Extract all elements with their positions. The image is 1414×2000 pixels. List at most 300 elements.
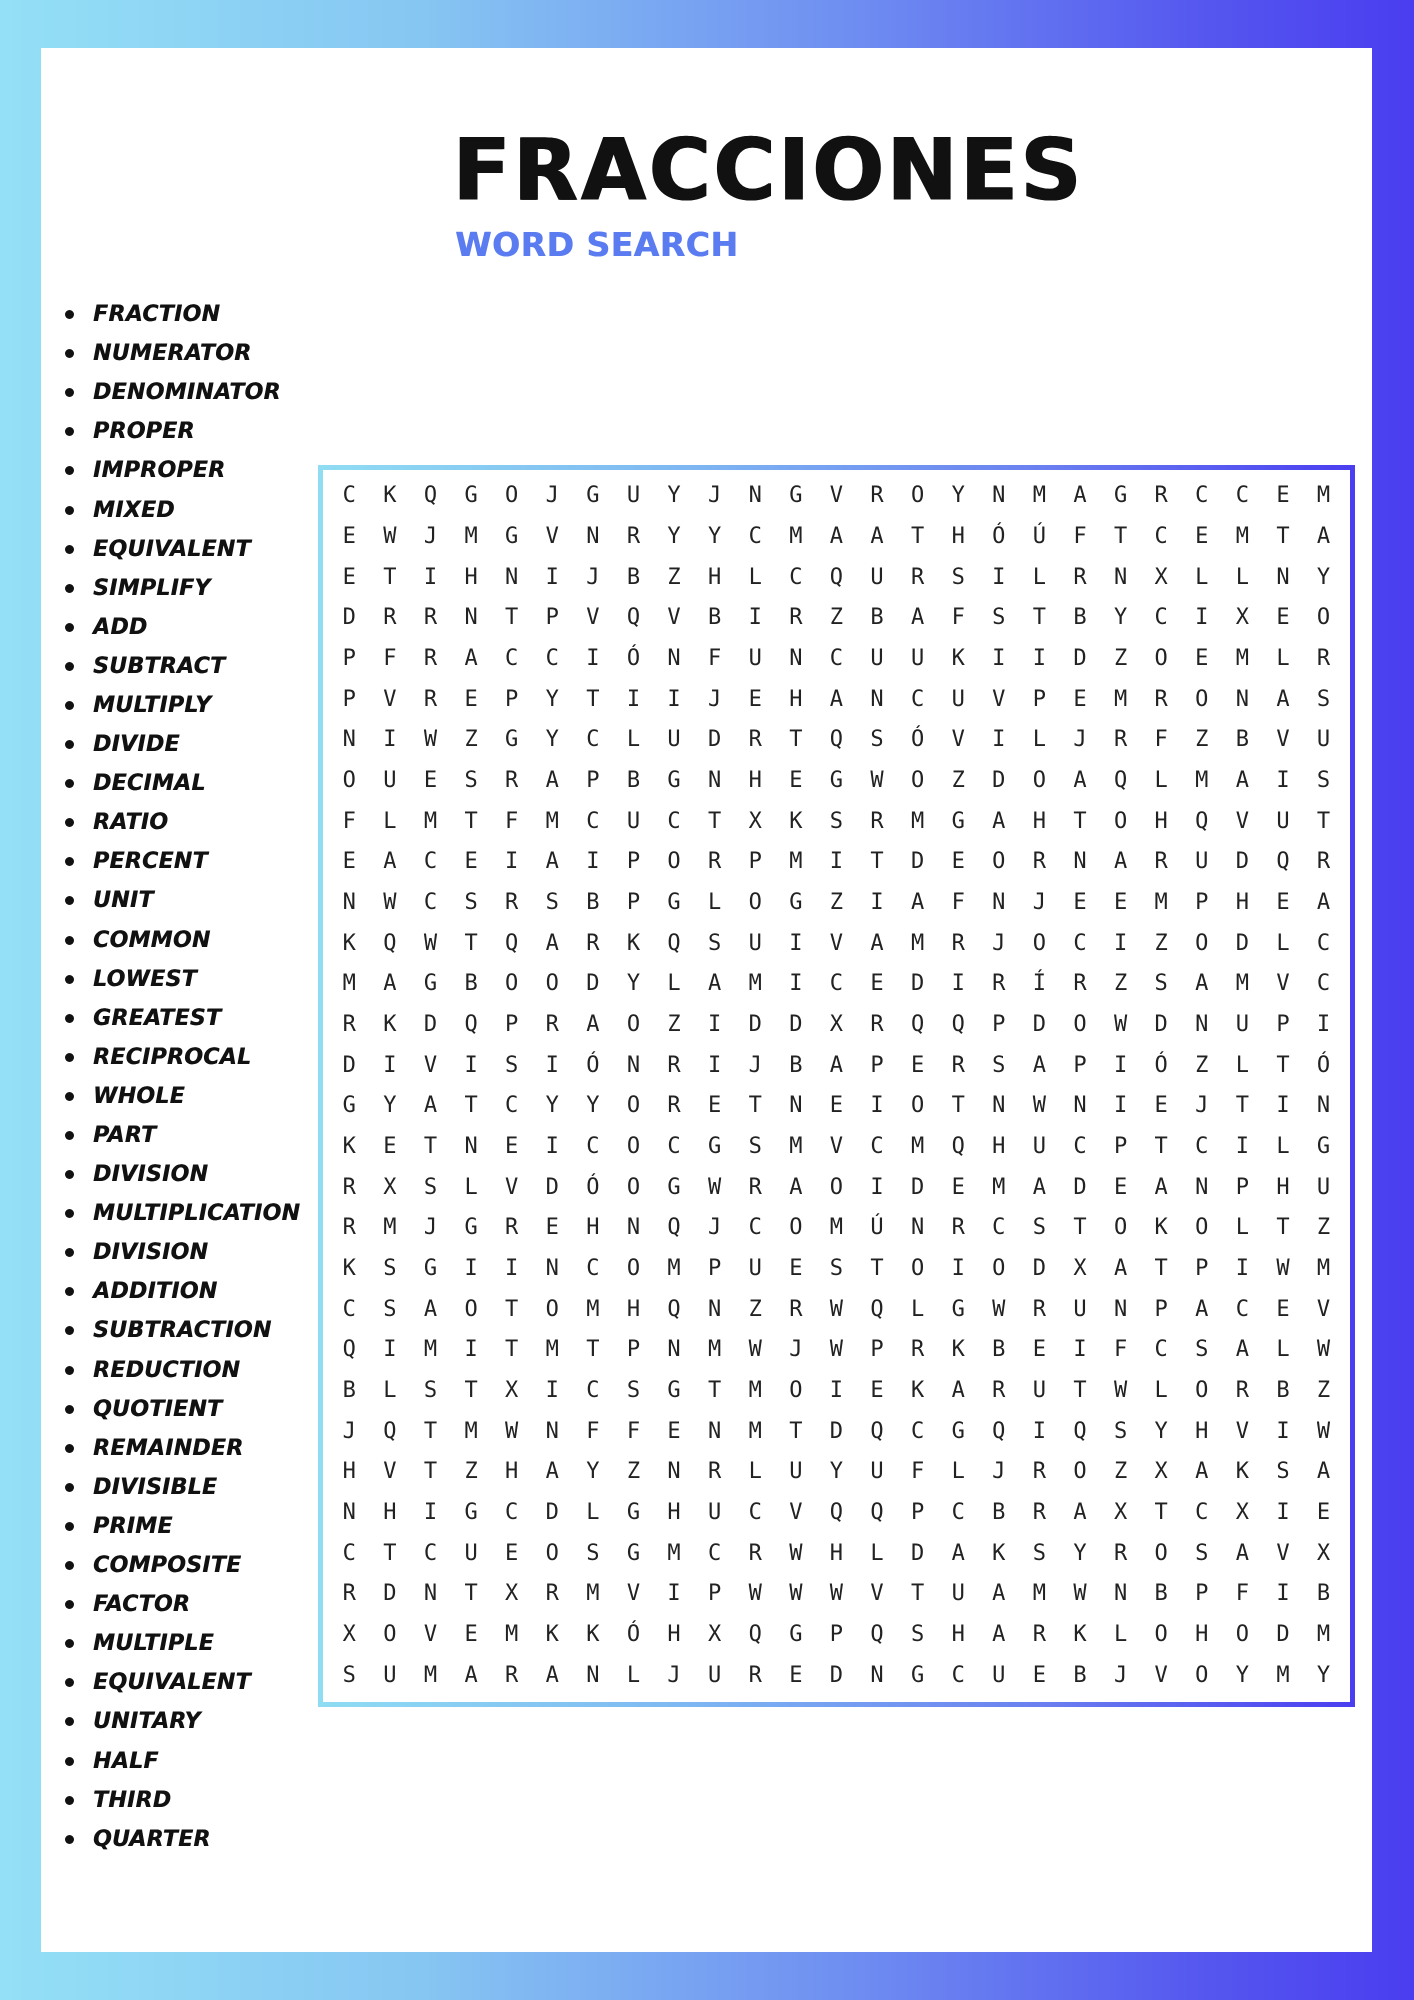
grid-cell[interactable]: S [910, 1622, 925, 1648]
grid-cell[interactable]: T [910, 1581, 925, 1607]
grid-cell[interactable]: N [1073, 1093, 1087, 1119]
grid-cell[interactable]: L [748, 1459, 762, 1485]
grid-cell[interactable]: V [423, 1052, 438, 1078]
grid-cell[interactable]: Z [626, 1459, 641, 1485]
grid-cell[interactable]: A [423, 1093, 438, 1119]
grid-cell[interactable]: C [586, 1256, 600, 1282]
grid-cell[interactable]: T [870, 1256, 884, 1282]
grid-cell[interactable]: L [1276, 1134, 1290, 1160]
grid-cell[interactable]: Q [829, 564, 844, 590]
grid-cell[interactable]: E [789, 1662, 803, 1688]
grid-cell[interactable]: X [1316, 1540, 1331, 1566]
grid-cell[interactable]: K [545, 1622, 559, 1648]
grid-cell[interactable]: W [1316, 1337, 1331, 1363]
grid-cell[interactable]: P [870, 1052, 884, 1078]
grid-cell[interactable]: C [829, 646, 844, 672]
grid-cell[interactable]: Q [1073, 1418, 1087, 1444]
grid-cell[interactable]: H [789, 686, 803, 712]
grid-cell[interactable]: Y [1235, 1662, 1249, 1688]
grid-cell[interactable]: R [1032, 1296, 1047, 1322]
grid-cell[interactable]: A [951, 1378, 965, 1404]
grid-cell[interactable]: U [464, 1540, 478, 1566]
grid-cell[interactable]: L [667, 971, 681, 997]
grid-cell[interactable]: U [383, 768, 397, 794]
grid-cell[interactable]: I [1195, 605, 1209, 631]
grid-cell[interactable]: M [1195, 768, 1209, 794]
grid-cell[interactable]: K [1073, 1622, 1087, 1648]
grid-cell[interactable]: H [748, 768, 762, 794]
grid-cell[interactable]: R [708, 1459, 722, 1485]
grid-cell[interactable]: W [829, 1581, 844, 1607]
grid-cell[interactable]: S [1195, 1540, 1209, 1566]
grid-cell[interactable]: B [1276, 1378, 1290, 1404]
grid-cell[interactable]: L [910, 1296, 925, 1322]
grid-cell[interactable]: I [464, 1337, 478, 1363]
grid-cell[interactable]: F [586, 1418, 600, 1444]
grid-cell[interactable]: I [505, 1256, 519, 1282]
grid-cell[interactable]: T [910, 524, 925, 549]
grid-cell[interactable]: X [748, 808, 762, 834]
grid-cell[interactable]: A [1073, 483, 1087, 509]
grid-cell[interactable]: C [423, 1540, 438, 1566]
grid-cell[interactable]: V [505, 1174, 519, 1200]
grid-cell[interactable]: D [910, 1540, 925, 1566]
grid-cell[interactable]: K [626, 930, 641, 956]
grid-cell[interactable]: M [1113, 686, 1128, 712]
grid-cell[interactable]: Ó [910, 727, 925, 753]
grid-cell[interactable]: E [1276, 483, 1290, 509]
grid-cell[interactable]: E [464, 1622, 478, 1648]
grid-cell[interactable]: N [708, 1296, 722, 1322]
grid-cell[interactable]: M [789, 849, 803, 875]
grid-cell[interactable]: F [505, 808, 519, 834]
grid-cell[interactable]: U [870, 646, 884, 672]
grid-cell[interactable]: O [342, 768, 356, 794]
grid-cell[interactable]: T [1154, 1256, 1168, 1282]
grid-cell[interactable]: H [829, 1540, 844, 1566]
grid-cell[interactable]: P [708, 1581, 722, 1607]
grid-cell[interactable]: H [626, 1296, 641, 1322]
grid-cell[interactable]: I [1276, 1500, 1290, 1526]
grid-cell[interactable]: M [748, 971, 762, 997]
grid-cell[interactable]: E [505, 1540, 519, 1566]
grid-cell[interactable]: Q [342, 1337, 356, 1363]
grid-cell[interactable]: Z [1113, 646, 1128, 672]
grid-cell[interactable]: U [789, 1459, 803, 1485]
grid-cell[interactable]: W [383, 524, 397, 549]
grid-cell[interactable]: D [383, 1581, 397, 1607]
grid-cell[interactable]: T [383, 564, 397, 590]
grid-cell[interactable]: D [992, 768, 1006, 794]
grid-cell[interactable]: A [910, 605, 925, 631]
grid-cell[interactable]: T [708, 808, 722, 834]
grid-cell[interactable]: C [1073, 930, 1087, 956]
grid-cell[interactable]: T [423, 1134, 438, 1160]
grid-cell[interactable]: R [1113, 727, 1128, 753]
grid-cell[interactable]: R [423, 646, 438, 672]
grid-cell[interactable]: I [789, 930, 803, 956]
grid-cell[interactable]: C [586, 1378, 600, 1404]
grid-cell[interactable]: D [1073, 1174, 1087, 1200]
grid-cell[interactable]: I [1276, 1093, 1290, 1119]
grid-cell[interactable]: N [1113, 1581, 1128, 1607]
grid-cell[interactable]: O [829, 1174, 844, 1200]
grid-cell[interactable]: R [1113, 1540, 1128, 1566]
grid-cell[interactable]: R [1032, 1622, 1047, 1648]
grid-cell[interactable]: D [748, 1012, 762, 1038]
grid-cell[interactable]: M [910, 808, 925, 834]
grid-cell[interactable]: U [910, 646, 925, 672]
grid-cell[interactable]: N [464, 1134, 478, 1160]
grid-cell[interactable]: M [1235, 524, 1249, 549]
grid-cell[interactable]: U [1073, 1296, 1087, 1322]
grid-cell[interactable]: B [1154, 1581, 1168, 1607]
grid-cell[interactable]: F [383, 646, 397, 672]
grid-cell[interactable]: P [505, 686, 519, 712]
grid-cell[interactable]: O [626, 1012, 641, 1038]
grid-cell[interactable]: H [342, 1459, 356, 1485]
grid-cell[interactable]: I [545, 1378, 559, 1404]
grid-cell[interactable]: C [342, 1296, 356, 1322]
grid-cell[interactable]: M [910, 1134, 925, 1160]
grid-cell[interactable]: R [505, 1215, 519, 1241]
grid-cell[interactable]: N [1113, 1296, 1128, 1322]
grid-cell[interactable]: J [708, 686, 722, 712]
grid-cell[interactable]: E [342, 849, 356, 875]
grid-cell[interactable]: K [383, 1012, 397, 1038]
grid-cell[interactable]: E [342, 524, 356, 549]
grid-cell[interactable]: X [383, 1174, 397, 1200]
grid-cell[interactable]: S [423, 1174, 438, 1200]
grid-cell[interactable]: R [342, 1581, 356, 1607]
grid-cell[interactable]: U [951, 686, 965, 712]
grid-cell[interactable]: A [1113, 1256, 1128, 1282]
grid-cell[interactable]: E [1073, 890, 1087, 916]
grid-cell[interactable]: J [1113, 1662, 1128, 1688]
grid-cell[interactable]: D [910, 1174, 925, 1200]
grid-cell[interactable]: Y [1316, 564, 1331, 590]
grid-cell[interactable]: Y [545, 727, 559, 753]
grid-cell[interactable]: O [1195, 1378, 1209, 1404]
grid-cell[interactable]: T [1032, 605, 1047, 631]
grid-cell[interactable]: Q [951, 1134, 965, 1160]
grid-cell[interactable]: O [992, 1256, 1006, 1282]
grid-cell[interactable]: M [586, 1581, 600, 1607]
grid-cell[interactable]: T [1276, 1052, 1290, 1078]
grid-cell[interactable]: W [1113, 1012, 1128, 1038]
grid-cell[interactable]: S [708, 930, 722, 956]
grid-cell[interactable]: U [748, 930, 762, 956]
grid-cell[interactable]: C [667, 1134, 681, 1160]
grid-cell[interactable]: G [789, 1622, 803, 1648]
grid-cell[interactable]: O [789, 1215, 803, 1241]
grid-cell[interactable]: V [1235, 808, 1249, 834]
grid-cell[interactable]: E [1032, 1662, 1047, 1688]
grid-cell[interactable]: L [383, 808, 397, 834]
grid-cell[interactable]: S [992, 1052, 1006, 1078]
grid-cell[interactable]: O [910, 768, 925, 794]
grid-cell[interactable]: O [1316, 605, 1331, 631]
grid-cell[interactable]: A [1032, 1174, 1047, 1200]
grid-cell[interactable]: U [1316, 727, 1331, 753]
grid-cell[interactable]: J [545, 483, 559, 509]
grid-cell[interactable]: P [829, 1622, 844, 1648]
grid-cell[interactable]: G [789, 890, 803, 916]
grid-cell[interactable]: A [910, 890, 925, 916]
grid-cell[interactable]: I [1235, 1134, 1249, 1160]
grid-cell[interactable]: A [1195, 1296, 1209, 1322]
grid-cell[interactable]: C [1235, 1296, 1249, 1322]
grid-cell[interactable]: E [667, 1418, 681, 1444]
grid-cell[interactable]: L [1032, 727, 1047, 753]
grid-cell[interactable]: P [1235, 1174, 1249, 1200]
grid-cell[interactable]: D [829, 1418, 844, 1444]
grid-cell[interactable]: A [1316, 1459, 1331, 1485]
grid-cell[interactable]: R [748, 1540, 762, 1566]
grid-cell[interactable]: X [505, 1581, 519, 1607]
grid-cell[interactable]: M [1316, 1622, 1331, 1648]
grid-cell[interactable]: C [586, 727, 600, 753]
grid-cell[interactable]: W [748, 1337, 762, 1363]
grid-cell[interactable]: N [1235, 686, 1249, 712]
grid-cell[interactable]: P [992, 1012, 1006, 1038]
grid-cell[interactable]: D [342, 605, 356, 631]
grid-cell[interactable]: X [1113, 1500, 1128, 1526]
grid-cell[interactable]: C [748, 1215, 762, 1241]
grid-cell[interactable]: N [626, 1215, 641, 1241]
grid-cell[interactable]: O [626, 1174, 641, 1200]
grid-cell[interactable]: P [626, 890, 641, 916]
grid-cell[interactable]: A [870, 524, 884, 549]
grid-cell[interactable]: O [667, 849, 681, 875]
grid-cell[interactable]: G [667, 1378, 681, 1404]
grid-cell[interactable]: C [342, 1540, 356, 1566]
grid-cell[interactable]: G [626, 1540, 641, 1566]
grid-cell[interactable]: E [1073, 686, 1087, 712]
grid-cell[interactable]: M [789, 1134, 803, 1160]
grid-cell[interactable]: I [951, 971, 965, 997]
grid-cell[interactable]: T [464, 1093, 478, 1119]
grid-cell[interactable]: S [992, 605, 1006, 631]
grid-cell[interactable]: I [464, 1052, 478, 1078]
grid-cell[interactable]: C [423, 849, 438, 875]
grid-cell[interactable]: P [708, 1256, 722, 1282]
grid-cell[interactable]: A [708, 971, 722, 997]
grid-cell[interactable]: H [464, 564, 478, 590]
grid-cell[interactable]: F [626, 1418, 641, 1444]
grid-cell[interactable]: G [423, 1256, 438, 1282]
grid-cell[interactable]: W [748, 1581, 762, 1607]
grid-cell[interactable]: Ó [1154, 1052, 1168, 1078]
grid-cell[interactable]: G [951, 808, 965, 834]
grid-cell[interactable]: U [870, 1459, 884, 1485]
grid-cell[interactable]: G [505, 524, 519, 549]
grid-cell[interactable]: V [870, 1581, 884, 1607]
grid-cell[interactable]: R [1032, 1500, 1047, 1526]
grid-cell[interactable]: B [586, 890, 600, 916]
grid-cell[interactable]: A [789, 1174, 803, 1200]
grid-cell[interactable]: C [545, 646, 559, 672]
grid-cell[interactable]: I [1276, 1581, 1290, 1607]
grid-cell[interactable]: Y [1154, 1418, 1168, 1444]
grid-cell[interactable]: G [1316, 1134, 1331, 1160]
grid-cell[interactable]: I [423, 1500, 438, 1526]
grid-cell[interactable]: H [1195, 1622, 1209, 1648]
grid-cell[interactable]: T [789, 1418, 803, 1444]
grid-cell[interactable]: E [870, 971, 884, 997]
grid-cell[interactable]: S [383, 1296, 397, 1322]
grid-cell[interactable]: U [383, 1662, 397, 1688]
grid-cell[interactable]: G [951, 1418, 965, 1444]
grid-cell[interactable]: R [1154, 849, 1168, 875]
grid-cell[interactable]: I [1276, 1418, 1290, 1444]
grid-cell[interactable]: O [1073, 1459, 1087, 1485]
grid-cell[interactable]: Y [383, 1093, 397, 1119]
grid-cell[interactable]: I [708, 1052, 722, 1078]
grid-cell[interactable]: G [342, 1093, 356, 1119]
grid-cell[interactable]: W [870, 768, 884, 794]
grid-cell[interactable]: J [789, 1337, 803, 1363]
grid-cell[interactable]: O [626, 1134, 641, 1160]
grid-cell[interactable]: V [626, 1581, 641, 1607]
grid-cell[interactable]: N [870, 686, 884, 712]
grid-cell[interactable]: T [464, 808, 478, 834]
grid-cell[interactable]: M [545, 808, 559, 834]
grid-cell[interactable]: E [505, 1134, 519, 1160]
grid-cell[interactable]: P [1032, 686, 1047, 712]
grid-cell[interactable]: I [545, 564, 559, 590]
grid-cell[interactable]: M [1032, 483, 1047, 509]
grid-cell[interactable]: L [1195, 564, 1209, 590]
grid-cell[interactable]: S [505, 1052, 519, 1078]
grid-cell[interactable]: W [1073, 1581, 1087, 1607]
grid-cell[interactable]: B [992, 1337, 1006, 1363]
grid-cell[interactable]: A [829, 524, 844, 549]
grid-cell[interactable]: N [992, 483, 1006, 509]
grid-cell[interactable]: R [951, 1215, 965, 1241]
grid-cell[interactable]: I [992, 564, 1006, 590]
grid-cell[interactable]: W [383, 890, 397, 916]
grid-cell[interactable]: D [1235, 849, 1249, 875]
grid-cell[interactable]: T [951, 1093, 965, 1119]
grid-cell[interactable]: E [1113, 1174, 1128, 1200]
grid-cell[interactable]: M [910, 930, 925, 956]
grid-cell[interactable]: G [464, 483, 478, 509]
grid-cell[interactable]: Ó [1316, 1052, 1331, 1078]
grid-cell[interactable]: V [423, 1622, 438, 1648]
grid-cell[interactable]: I [1032, 646, 1047, 672]
grid-cell[interactable]: C [1316, 971, 1331, 997]
grid-cell[interactable]: R [1154, 686, 1168, 712]
grid-cell[interactable]: T [1276, 524, 1290, 549]
grid-cell[interactable]: D [1073, 646, 1087, 672]
grid-cell[interactable]: O [464, 1296, 478, 1322]
grid-cell[interactable]: D [1235, 930, 1249, 956]
grid-cell[interactable]: H [1154, 808, 1168, 834]
grid-cell[interactable]: J [586, 564, 600, 590]
grid-cell[interactable]: S [870, 727, 884, 753]
grid-cell[interactable]: D [910, 971, 925, 997]
grid-cell[interactable]: G [667, 1174, 681, 1200]
grid-cell[interactable]: H [586, 1215, 600, 1241]
grid-cell[interactable]: T [464, 1581, 478, 1607]
grid-cell[interactable]: Y [1073, 1540, 1087, 1566]
grid-cell[interactable]: W [1316, 1418, 1331, 1444]
grid-cell[interactable]: F [1235, 1581, 1249, 1607]
grid-cell[interactable]: Z [667, 564, 681, 590]
grid-cell[interactable]: R [748, 727, 762, 753]
grid-cell[interactable]: Y [1113, 605, 1128, 631]
grid-cell[interactable]: V [789, 1500, 803, 1526]
grid-cell[interactable]: C [505, 646, 519, 672]
grid-cell[interactable]: G [829, 768, 844, 794]
grid-cell[interactable]: K [342, 1256, 356, 1282]
grid-cell[interactable]: U [748, 1256, 762, 1282]
grid-cell[interactable]: N [789, 646, 803, 672]
grid-cell[interactable]: D [1154, 1012, 1168, 1038]
grid-cell[interactable]: I [1073, 1337, 1087, 1363]
grid-cell[interactable]: V [1276, 1540, 1290, 1566]
grid-cell[interactable]: E [789, 1256, 803, 1282]
grid-cell[interactable]: P [1195, 890, 1209, 916]
grid-cell[interactable]: Í [1032, 971, 1047, 997]
grid-cell[interactable]: W [992, 1296, 1006, 1322]
grid-cell[interactable]: V [1276, 727, 1290, 753]
grid-cell[interactable]: O [1032, 768, 1047, 794]
grid-cell[interactable]: W [423, 930, 438, 956]
grid-cell[interactable]: D [708, 727, 722, 753]
grid-cell[interactable]: U [667, 727, 681, 753]
grid-cell[interactable]: J [1073, 727, 1087, 753]
grid-cell[interactable]: Y [545, 686, 559, 712]
grid-cell[interactable]: H [1235, 890, 1249, 916]
grid-cell[interactable]: E [1316, 1500, 1331, 1526]
grid-cell[interactable]: T [586, 1337, 600, 1363]
grid-cell[interactable]: M [464, 524, 478, 549]
grid-cell[interactable]: R [667, 1052, 681, 1078]
grid-cell[interactable]: P [1073, 1052, 1087, 1078]
grid-cell[interactable]: R [789, 1296, 803, 1322]
grid-cell[interactable]: N [667, 1459, 681, 1485]
grid-cell[interactable]: A [545, 1459, 559, 1485]
grid-cell[interactable]: J [667, 1662, 681, 1688]
grid-cell[interactable]: Q [1276, 849, 1290, 875]
grid-cell[interactable]: Ó [586, 1174, 600, 1200]
grid-cell[interactable]: M [505, 1622, 519, 1648]
grid-cell[interactable]: R [383, 605, 397, 631]
grid-cell[interactable]: C [667, 808, 681, 834]
grid-cell[interactable]: Y [667, 483, 681, 509]
grid-cell[interactable]: A [1235, 1540, 1249, 1566]
grid-cell[interactable]: P [1276, 1012, 1290, 1038]
grid-cell[interactable]: Y [586, 1459, 600, 1485]
grid-cell[interactable]: H [1032, 808, 1047, 834]
grid-cell[interactable]: I [586, 646, 600, 672]
grid-cell[interactable]: D [829, 1662, 844, 1688]
grid-cell[interactable]: D [586, 971, 600, 997]
grid-cell[interactable]: C [708, 1540, 722, 1566]
grid-cell[interactable]: M [708, 1337, 722, 1363]
grid-cell[interactable]: M [667, 1540, 681, 1566]
grid-cell[interactable]: L [1276, 646, 1290, 672]
grid-cell[interactable]: K [383, 483, 397, 509]
grid-cell[interactable]: Y [1316, 1662, 1331, 1688]
grid-cell[interactable]: C [951, 1500, 965, 1526]
grid-cell[interactable]: Ú [1032, 524, 1047, 549]
grid-cell[interactable]: X [342, 1622, 356, 1648]
grid-cell[interactable]: S [626, 1378, 641, 1404]
grid-cell[interactable]: W [829, 1337, 844, 1363]
